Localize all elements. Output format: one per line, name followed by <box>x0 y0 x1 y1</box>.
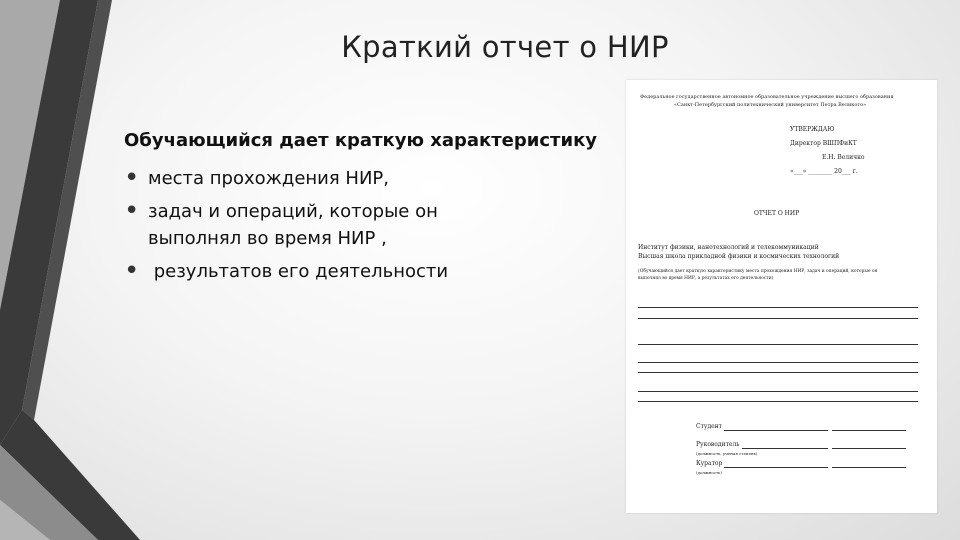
bullet-text: места прохождения НИР, <box>148 168 389 189</box>
doc-approve: УТВЕРЖДАЮ <box>790 126 835 133</box>
lead-text: Обучающийся дает краткую характеристику <box>124 130 598 151</box>
doc-blank-line <box>638 318 918 319</box>
doc-date: «___» ________ 20___ г. <box>790 168 858 175</box>
doc-blank-line <box>638 307 918 308</box>
doc-blank-line <box>638 344 918 345</box>
doc-supervisor-label: Руководитель <box>696 441 740 448</box>
doc-curator-label: Куратор <box>696 460 723 467</box>
doc-blank-line <box>638 401 918 402</box>
doc-header-line: Федеральное государственное автономное образовательное учреждение высшего образования <box>640 94 894 100</box>
doc-signature-line <box>832 448 906 449</box>
doc-instruction: выполнял во время НИР, а результатах его деятельности) <box>638 276 774 281</box>
doc-signature-line <box>724 467 828 468</box>
doc-instruction: (Обучающийся дает краткую характеристику места прохождения НИР, задач и операций, которые он <box>638 269 878 274</box>
doc-supervisor-note: (должность, ученая степень) <box>696 451 758 456</box>
doc-curator-note: (должность) <box>696 470 722 475</box>
doc-student-label: Студент <box>696 423 723 430</box>
slide-title: Краткий отчет о НИР <box>341 30 669 64</box>
bullet-icon: • <box>124 163 140 193</box>
doc-signature-line <box>832 467 906 468</box>
doc-blank-line <box>638 372 918 373</box>
doc-report-title: ОТЧЕТ О НИР <box>754 210 800 217</box>
bullet-text: результатов его деятельности <box>148 261 449 282</box>
doc-blank-line <box>638 391 918 392</box>
slide-body <box>124 130 624 291</box>
bullet-text: задач и операций, которые он <box>148 201 438 222</box>
bullet-icon: • <box>124 256 140 286</box>
doc-director: Директор ВШПФиКТ <box>790 140 857 147</box>
bullet-icon: • <box>124 196 140 226</box>
bullet-item <box>124 198 624 252</box>
doc-header-line: «Санкт-Петербургский политехнический университет Петра Великого» <box>674 102 867 108</box>
doc-signature-line <box>742 448 828 449</box>
bullet-text-continuation: выполнял во время НИР , <box>148 228 387 249</box>
report-document-image <box>626 80 937 513</box>
bullet-item <box>124 165 624 192</box>
doc-blank-line <box>638 362 918 363</box>
decorative-stripes <box>0 0 140 540</box>
doc-school: Высшая школа прикладной физики и космических технологий <box>638 253 840 260</box>
doc-signature-line <box>724 430 828 431</box>
bullet-item <box>124 258 624 285</box>
doc-institute: Институт физики, нанотехнологий и телекоммуникаций <box>638 244 819 251</box>
doc-signature-line <box>832 430 906 431</box>
doc-director-name: Е.Н. Величко <box>822 154 865 161</box>
